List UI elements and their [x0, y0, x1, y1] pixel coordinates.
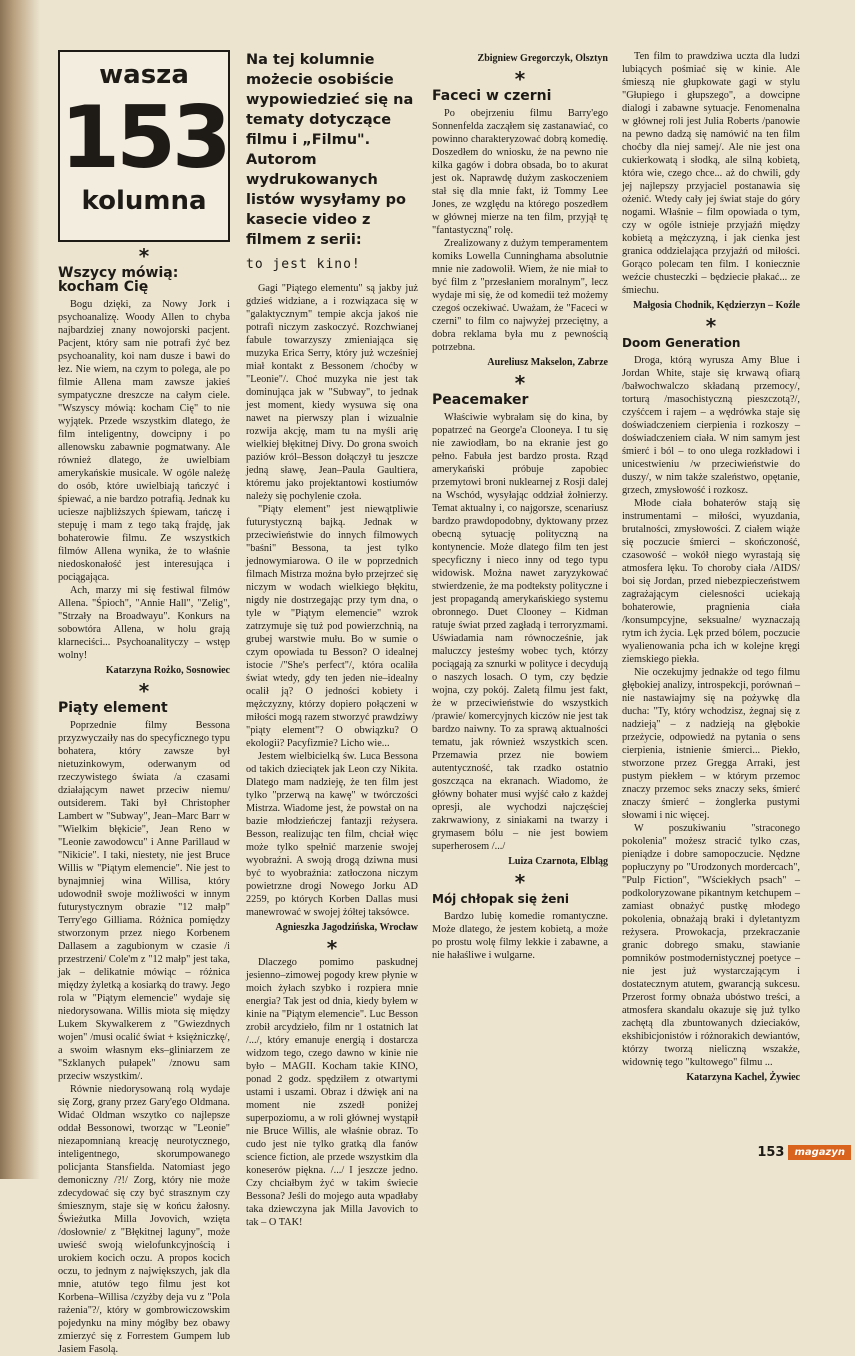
- article-paragraph: Dlaczego pomimo paskudnej jesienno–zimowej pogody krew płynie w moich żyłach szybko i rozpiera mnie energia? Tak jest od dnia, kiedy byłem w kinie na "Piątym elemencie". Luc Besson zrobił arcydzieło, film nr 1 ostatnich lat /.../, który emanuje energią i dostarcza widzom tego, czego dawno w kinie nie było – MAGII. Kocham takie KINO, ponad 2 godz. spędziłem z otwartymi ustami i uszami. Obraz i dźwięk ani na moment nie zszedł poniżej superpoziomu, a w roli głównej wystąpił nie Bruce Willis, ale właśnie obraz. To cudo jest nie tylko gratką dla fanów science fiction, ale przede wszystkim dla koneserów piękna. /.../ I jeszcze jedno. Czy chciałbym żyć w takim świecie Bessona? Jeśli do mojego auta wpadłaby taka dziewczyna jak Milla Javovich to tak – O TAK!: [246, 957, 418, 1228]
- article-paragraph: Poprzednie filmy Bessona przyzwyczaiły nas do specyficznego typu bohatera, który zawsze był nietuzinkowym, oderwanym od rzeczywistego świata /a czasami działającym nawet przeciw niemu/ outsiderem. Taki był Christopher Lambert w "Subway", Jean–Marc Barr w "Wielkim błękicie", Jean Reno w "Leonie zawodowcu" i Anne Parillaud w "Nikicie". I taki, niestety, nie jest Bruce Willis w "Piątym elemencie". Nie jest to bynajmniej wina Willisa, który udowodnił swoje możliwości w innym futurystycznym obrazie "12 małp" Terry'ego Gilliama. Różnica pomiędzy stworzonym przez niego Korbenem Dallasem a zagubionym w czasie /i przestrzeni/ Cole'm z "12 małp" jest taka, jak – delikatnie mówiąc – różnica między żyletką a kosiarką do trawy. Jego rola w "Piątym elemencie" wydaje się niedorysowana. Willis miota się między Lukem Skywalkerem z "Gwiezdnych wojen" /musi ocalić świat + księżniczkę/, a swoim własnym eks–gliniarzem ze "Szklanych pułapek" /znowu sam przeciw wszystkim/.: [58, 720, 230, 1082]
- article-paragraph: Ten film to prawdziwa uczta dla ludzi lubiących pośmiać się w kinie. Ale śmieszą nie głupkowate gagi w stylu "Głupiego i głupszego", a dowcipne dialogi i zabawne sytuacje. Fenomenalna w głównej roli jest Julia Roberts /panowie na pewno dadzą się namówić na ten film choćby dla niej samej/. Ale nie jest ona cukierkowatą i słodką, ale silną kobietą, która wie, czego chce... aż do chwili, gdy jej najlepszy przyjaciel postanawia się ożenić. Wtedy cały jej świat staje do góry nogami. Właśnie – film opowiada o tym, czy w ogóle istnieje przyjaźń między kobietą a mężczyzną, i jak cienka jest granica oddzielająca przyjaźń od miłości. Gorąco polecam ten film. I koniecznie weźcie chusteczki – będziecie płakać... ze śmiechu.: [622, 51, 800, 296]
- article-signature: Zbigniew Gregorczyk, Olsztyn: [477, 53, 608, 64]
- article-paragraph: Równie niedorysowaną rolą wydaje się Zorg, grany przez Gary'ego Oldmana. Widać Oldman wszytko co najlepsze oddał Bessonowi, tworząc w "Leonie" niezapomnianą kreację neurotycznego, inteligentnego, skorumpowanego policjanta Stansfielda. Natomiast jego demoniczny /?!/ Zorg, który nie może zdecydować się czy być strasznym czy śmiesznym, staje się w końcu żałosny. Świeżutka Milla Jovovich, wzięta /dosłownie/ z "Błękitnej laguny", może uwieść swoją wielofunkcyjnością i urokiem kocich oczu. A propos kocich oczu, to jednym z największych, jak dla mnie, atutów tego filmu jest kot Korbena–Willisa /czyżby deja vu z "Pola rażenia"?/, który w gombrowiczowskim pojedynku na miny mógłby bez obawy zmierzyć się z Forrestem Gumpem lub Jasiem Fasolą.: [58, 1084, 230, 1355]
- column-4: [622, 50, 800, 1090]
- separator-star-icon: *: [514, 870, 526, 894]
- separator-star-icon: *: [514, 371, 526, 395]
- article-title: Peacemaker: [432, 392, 529, 408]
- article-paragraph: Ach, marzy mi się festiwal filmów Allena. "Śpioch", "Annie Hall", "Zelig", "Strzały na Broadwayu". Konkurs na sobowtóra Allena, w holu grają klarneciści... Psychoanalityczy – wstęp wolny!: [58, 585, 230, 661]
- separator-star-icon: *: [514, 67, 526, 91]
- page-footer: [757, 1145, 851, 1160]
- logo-top-text: wasza: [99, 60, 189, 90]
- separator-star-icon: *: [138, 244, 150, 268]
- article-paragraph: Droga, którą wyrusza Amy Blue i Jordan White, staje się krwawą ofiarą /bałwochwalczo składaną przemocy/, torturą /masochistyczną pieszczotą?/, czyśćcem i rajem – a wędrówka staje się doświadczeniem cierpienia i rozkoszy – doświadczeniem ciała. W nim samym jest śmierć i ból – to ono ulega rozkładowi i unicestwieniu /w przeciwieństwie do duszy/, w nim także szaleństwo, opętanie, grzech, zmysłowość i rozkosz.: [622, 355, 800, 496]
- article-signature: Agnieszka Jagodzińska, Wrocław: [275, 922, 418, 933]
- page-number: 153: [757, 1145, 785, 1160]
- page-binding-shadow: [0, 0, 40, 1179]
- article-title: Faceci w czerni: [432, 88, 552, 104]
- article-paragraph: Po obejrzeniu filmu Barry'ego Sonnenfelda zacząłem się zastanawiać, co powinno charakteryzować dobrą komedię. Doszedłem do wniosku, że na pewno nie kilka gagów i dobra obsada, bo to akurat jest ok. Naprawdę dużym zaskoczeniem stał się dla mnie fakt, iż Tommy Lee Jones, ze względu na którego poszedłem w głównej mierze na ten film, przyjął tę "fantastyczną" rolę.: [432, 108, 608, 236]
- article-signature: Aureliusz Makselon, Zabrze: [487, 357, 608, 368]
- intro-text: Na tej kolumnie możecie osobiście wypowiedzieć się na tematy dotyczące filmu i „Filmu". Autorom wydrukowanych listów wysyłamy po kasecie video z filmem z serii:: [246, 52, 414, 248]
- article-paragraph: Gagi "Piątego elementu" są jakby już gdzieś widziane, a i rozwiązaca się w "galaktycznym" tempie akcja jakoś nie potrafi niczym zaskoczyć. Rozchwianej fabule towarzyszy zmieniająca się muzyka Erica Serry, który już wcześniej miał kontakt z Bessonem /choćby w "Leonie"/. Choć muzyka nie jest tak dominująca jak w "Subway", to jednak jest moment, kiedy wysuwa się ona nawet na pierwszy plan i wizualnie rozwija akcję, mam tu na myśli arię wielkiej błękitnej Divy. Do grona swoich paziów król–Besson dołączył tu jeszcze jedną sławę, Jean–Paula Gaultiera, któremu jako projektantowi kostiumów należy się pochylenie czoła.: [246, 283, 418, 502]
- article-signature: Luiza Czarnota, Elbląg: [508, 856, 608, 867]
- article-paragraph: Bardzo lubię komedie romantyczne. Może dlatego, że jestem kobietą, a może po prostu wolę filmy lekkie i zabawne, a nie hałaśliwe i wulgarne.: [432, 911, 608, 961]
- separator-star-icon: *: [705, 314, 717, 338]
- article-paragraph: "Piąty element" jest niewątpliwie futurystyczną bajką. Jednak w przeciwieństwie do innych filmowych "baśni" Bessona, ta jest tylko jednowymiarowa. O ile w poprzednich filmach Mistrza można było przejrzeć się niczym w wodach wielkiego błękitu, nigdy nie dostrzegając przy tym dna, o tyle w "Piątym elemencie" wzrok zatrzymuje się tuż pod powierzchnią, na grubej warstwie mułu. Bo w sumie o czym opowiada tu Besson? O idealnej istocie /"She's perfect"/, która ocaliła świat wtedy, gdy ten jeden nie–idealny ocalił ją? O jedności kobiety i mężczyzny, którzy dopiero połączeni w miłości mogą razem stworzyć prawdziwy "piąty element"? O obwiązku? O ekologii? Pacyfizmie? Licho wie...: [246, 504, 418, 749]
- column-2: [246, 50, 418, 1229]
- intro-series: to jest kino!: [246, 257, 361, 272]
- article-paragraph: Młode ciała bohaterów stają się instrumentami – miłości, wyuzdania, brutalności, zmysłowości. Z ciałem wiąże się poczucie śmierci – skończoność, czasowość – wokół niego wyrastają się atmosfera lęku. To choroby ciała /AIDS/ boi się Jordan, przed niebezpieczeństwem zagrażającym cielesności uciekają bohaterowie, pragnienia ciała /konsumpcyjne, seksualne/ wyznaczają rytm ich życia. Lęk przed bólem, poczucie wyalienowania pcha ich w kolejne kręgi ziemskiego piekła.: [622, 498, 800, 665]
- article-title: Doom Generation: [622, 336, 741, 350]
- separator-star-icon: *: [138, 679, 150, 703]
- article-signature: Małgosia Chodnik, Kędzierzyn – Koźle: [633, 300, 800, 311]
- column-logo: [58, 50, 230, 242]
- article-paragraph: Nie oczekujmy jednakże od tego filmu głębokiej analizy, introspekcji, porównań – nie nastawiajmy się na pożywkę dla ducha: "Ty, który wchodzisz, żegnaj się z nadzieją" – z nadzieją na głębokie przeżycie, odpowiedź na pytania o sens cierpienia, istnienie śmierci... Piekło, stworzone przez Gregga Arraki, jest pustym piekłem – w którym przemoc znaczy przemoc seks znaczy seks, śmierć znaczy śmierć – żonglerka pustymi słowami i nic więcej.: [622, 667, 800, 821]
- article-paragraph: W poszukiwaniu "straconego pokolenia" możesz stracić tylko czas, pieniądze i dobre samopoczucie. Nędzne popłuczyny po "Urodzonych mordercach", "Pulp Fiction", "Wściekłych psach" – podkoloryzowane pikantnym ketchupem – zamiast obnażyć pustkę młodego pokolenia, obnażają braki i dyletantyzm reżysera. Prowokacja, przekraczanie granic dobrego smaku, stawianie pomników postmodernistycznej poetyce – nie jest już wystarczającym i dostatecznym atutem, gwarancją sukcesu. Przerost formy obnaża ubóstwo treści, a atmosfera skandalu okazuje się już tylko zachętą dla zbuntowanych dzieciaków, ekshibicjonistów i różnorakich dewiantów, którzy tworzą nieliczną wszakże, widownię tego "kultowego" filmu ...: [622, 823, 800, 1068]
- logo-bottom-text: kolumna: [81, 186, 207, 216]
- article-title: Mój chłopak się żeni: [432, 892, 570, 906]
- logo-number: 153: [60, 88, 228, 188]
- article-paragraph: Bogu dzięki, za Nowy Jork i psychoanalizę. Woody Allen to chyba najbardziej znany nowojorski pacjent. Pacjent, który sam nie potrafi żyć bez psychoanality, koi nam dusze i bawi do łez. Nie wiem, na czym to polega, ale po filmie Allena mam zawsze jakieś sympatyczne dreszcze na całym ciele. "Wszyscy mówią: kocham Cię" to nie wyjątek. Przede wszystkim dlatego, że film inteligentny, dowcipny i po allenowsku zabawnie pogmatwany. Ale również dlatego, że uwielbiam amerykańskie musicale. W ogóle należę do osób, które uwielbiają tańczyć i śpiewać, a nie bardzo potrafią. Jednak ku uciesze najbliższych śpiewam, tańczę i stepuję i mam z tego taką frajdę, jak bohaterowie filmu. Ze wszystkich filmów Allena wynika, że to właśnie niedoskonałość jest interesująca i pociągająca.: [58, 299, 230, 583]
- article-paragraph: Jestem wielbicielką św. Luca Bessona od takich dzieciątek jak Leon czy Nikita. Dlatego mam nadzieję, że ten film jest tylko "przerwą na kawę" w twórczości Mistrza. Wiadome jest, że powstał on na bazie młodzieńczej fantazji reżysera. Besson, realizując ten film, chciał więc może tylko spełnić marzenie swojej wyobraźni. A swoją drogą dziwna musi być to wyobraźnia: zatłoczona niczym powietrzne drogi Nowego Jorku AD 2259, po których Korben Dallas musi manewrować w swojej żółtej taksówce.: [246, 751, 418, 918]
- article-signature: Katarzyna Kachel, Żywiec: [686, 1072, 800, 1083]
- magazine-badge: magazyn: [788, 1145, 851, 1160]
- column-3: [432, 50, 608, 962]
- article-paragraph: Właściwie wybrałam się do kina, by popatrzeć na George'a Clooneya. I tu się nie zawiodłam, bo na ekranie jest go pełno. Fabuła jest bardzo prosta. Rząd amerykański próbuje zapobiec przemytowi broni nuklearnej z Rosji dalej na Wschód, wysyłając oddział żołnierzy. Temat aktualny i, co najgorsze, scenariusz bardzo prawdopodobny, dyktowany przez obecną sytuację polityczną na kontynencie. Może dlatego film ten jest specyficzny i nieco inny od tego typu widowisk. Można nawet zaryzykować stwierdzenie, że ma podteksty polityczne i jest propagandą amerykańskiego systemu obronnego. Duet Clooney – Kidman ratuje świat przed zagładą i terroryzmami. Uświadamia nam równocześnie, jak maluczcy jesteśmy wobec tych, którzy pociągają za sznurki w polityce i decydują o naszych losach. O tym, czy będzie wojna, czy pokój. Zaletą filmu jest fakt, że w przeciwieństwie do wszystkich /prawie/ komercyjnych kiczów nie jest tak bardzo naiwny. To za sprawą aktualności tematu, jak również wszystkich scen. Przemawia przez nie bowiem autentyczność, tak rzadko ostatnio goszcząca na ekranach. Wiadomo, że główny bohater musi wyjść cało z każdej opresji, ale wychodzi najczęściej zakrwawiony, z siniakami na twarzy i grymasem bólu – nie jest bowiem superherosem /.../: [432, 412, 608, 852]
- separator-star-icon: *: [326, 936, 338, 960]
- article-title: Wszycy mówią: kocham Cię: [58, 265, 179, 295]
- column-1: [58, 50, 230, 1356]
- article-paragraph: Zrealizowany z dużym temperamentem komiks Lowella Cunninghama absolutnie mnie nie zadowolił. Wiem, że nie miał to być film z "przesłaniem moralnym", lecz wydaje mi się, że od komedii też możemy czegoś oczekiwać. Uważam, że "Faceci w czerni" to film co najwyżej przeciętny, a dobra reklama była mu z pewnością potrzebna.: [432, 238, 608, 353]
- article-title: Piąty element: [58, 700, 168, 716]
- article-signature: Katarzyna Rożko, Sosnowiec: [105, 665, 230, 676]
